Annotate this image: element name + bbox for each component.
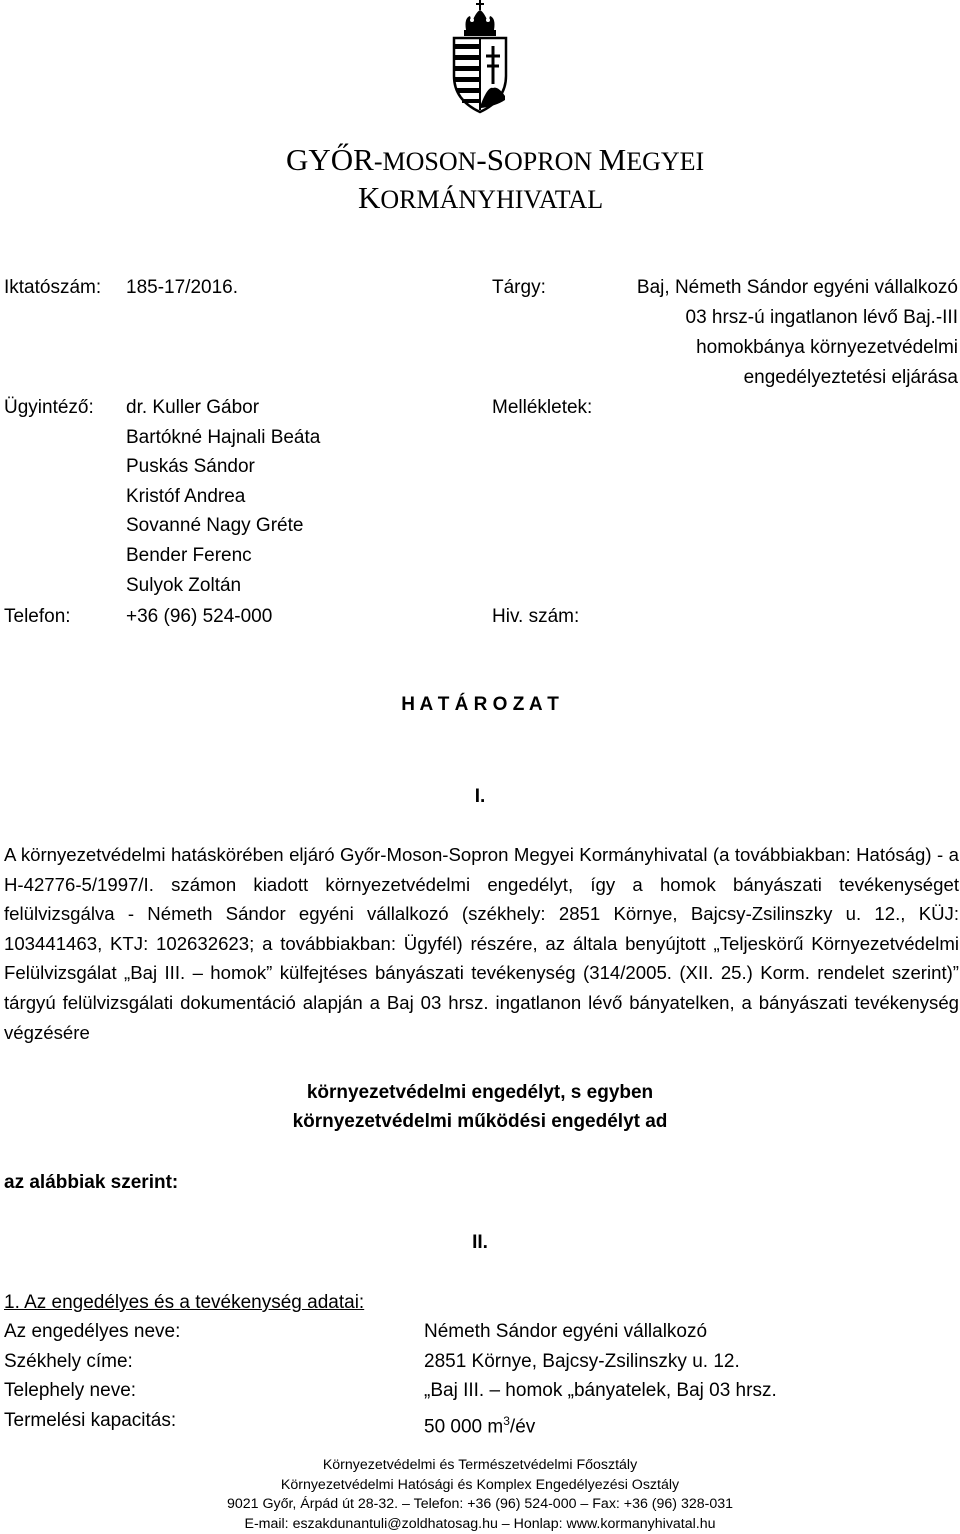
- iktatoszam-label: Iktatószám:: [4, 277, 102, 298]
- hivszam-label: Hiv. szám:: [492, 606, 580, 627]
- targy-line-1: Baj, Németh Sándor egyéni vállalkozó: [636, 277, 958, 298]
- ugyintezo-2: Bartókné Hajnali Beáta: [126, 427, 321, 448]
- detail-value-2: 2851 Környe, Bajcsy-Zsilinszky u. 12.: [424, 1351, 740, 1372]
- detail-label-2: Székhely címe:: [4, 1351, 133, 1372]
- targy-label: Tárgy:: [492, 277, 546, 298]
- section-2-heading: II.: [472, 1232, 488, 1253]
- targy-line-4: engedélyeztetési eljárása: [743, 367, 958, 388]
- section-1-heading: I.: [474, 786, 486, 807]
- footer-line-1: Környezetvédelmi és Természetvédelmi Főosztály: [322, 1457, 638, 1473]
- decision-line-1: környezetvédelmi engedélyt, s egyben: [306, 1082, 654, 1103]
- detail-label-3: Telephely neve:: [4, 1380, 137, 1401]
- capacity-value: [424, 1410, 535, 1438]
- footer-line-4: E-mail: eszakdunantuli@zoldhatosag.hu – Honlap: www.kormanyhivatal.hu: [244, 1516, 716, 1532]
- main-paragraph: A környezetvédelmi hatáskörében eljáró Győr-Moson-Sopron Megyei Kormányhivatal (a továbbiakban: Hatóság) - a H-42776-5/1997/I. számon kiadott környezetvédelmi engedélyt, így a homok bányászati tevékenységet felülvizsgálva - Németh Sándor egyéni vállalkozó (székhely: 2851 Környe, Bajcsy-Zsilinszky u. 12., KÜJ: 103441463, KTJ: 102632623; a továbbiakban: Ügyfél) részére, az általa benyújtott „Teljeskörű Környezetvédelmi Felülvizsgálat „Baj III. – homok” külfejtéses bányászati tevékenység (314/2005. (XII. 25.) Korm. rendelet szerint)” tárgyú felülvizsgálati dokumentáció alapján a Baj 03 hrsz. ingatlanon lévő bányatelken, a bányászati tevékenység végzésére: [4, 844, 959, 1043]
- item-1-heading-text: 1. Az engedélyes és a tevékenység adatai:: [4, 1292, 365, 1313]
- capacity-sup: 3: [503, 1414, 510, 1428]
- capacity-number: 50 000 m: [424, 1416, 504, 1438]
- telefon-label: Telefon:: [4, 606, 71, 627]
- ugyintezo-label: Ügyintéző:: [4, 397, 94, 418]
- ugyintezo-7: Sulyok Zoltán: [126, 575, 242, 596]
- mellekletek-label: Mellékletek:: [492, 397, 593, 418]
- agency-name-line1: GYŐR-MOSON-SOPRON MEGYEI: [286, 142, 705, 177]
- detail-label-1: Az engedélyes neve:: [4, 1321, 181, 1342]
- ugyintezo-5: Sovanné Nagy Gréte: [126, 515, 304, 536]
- ugyintezo-4: Kristóf Andrea: [126, 486, 246, 507]
- ugyintezo-3: Puskás Sándor: [126, 456, 255, 477]
- document-title: H A T Á R O Z A T: [401, 694, 559, 715]
- coat-of-arms-emblem: [436, 0, 524, 116]
- footer-line-2: Környezetvédelmi Hatósági és Komplex Engedélyezési Osztály: [280, 1477, 680, 1493]
- targy-line-3: homokbánya környezetvédelmi: [696, 337, 958, 358]
- capacity-unit: /év: [509, 1416, 536, 1438]
- ugyintezo-6: Bender Ferenc: [126, 545, 252, 566]
- agency-name-line2: KORMÁNYHIVATAL: [358, 180, 604, 215]
- detail-value-3: „Baj III. – homok „bányatelek, Baj 03 hrsz.: [424, 1380, 777, 1401]
- according-text: az alábbiak szerint:: [4, 1172, 179, 1193]
- targy-line-2: 03 hrsz-ú ingatlanon lévő Baj.-III: [685, 307, 958, 328]
- detail-value-1: Németh Sándor egyéni vállalkozó: [424, 1321, 708, 1342]
- ugyintezo-1: dr. Kuller Gábor: [126, 397, 260, 418]
- item-1-heading: [4, 1292, 364, 1314]
- capacity-label: Termelési kapacitás:: [4, 1410, 177, 1431]
- footer-line-3: 9021 Győr, Árpád út 28-32. – Telefon: +36 (96) 524-000 – Fax: +36 (96) 328-031: [226, 1496, 734, 1512]
- decision-line-2: környezetvédelmi működési engedélyt ad: [292, 1111, 668, 1132]
- iktatoszam-value: 185-17/2016.: [126, 277, 238, 298]
- telefon-value: +36 (96) 524-000: [126, 606, 273, 627]
